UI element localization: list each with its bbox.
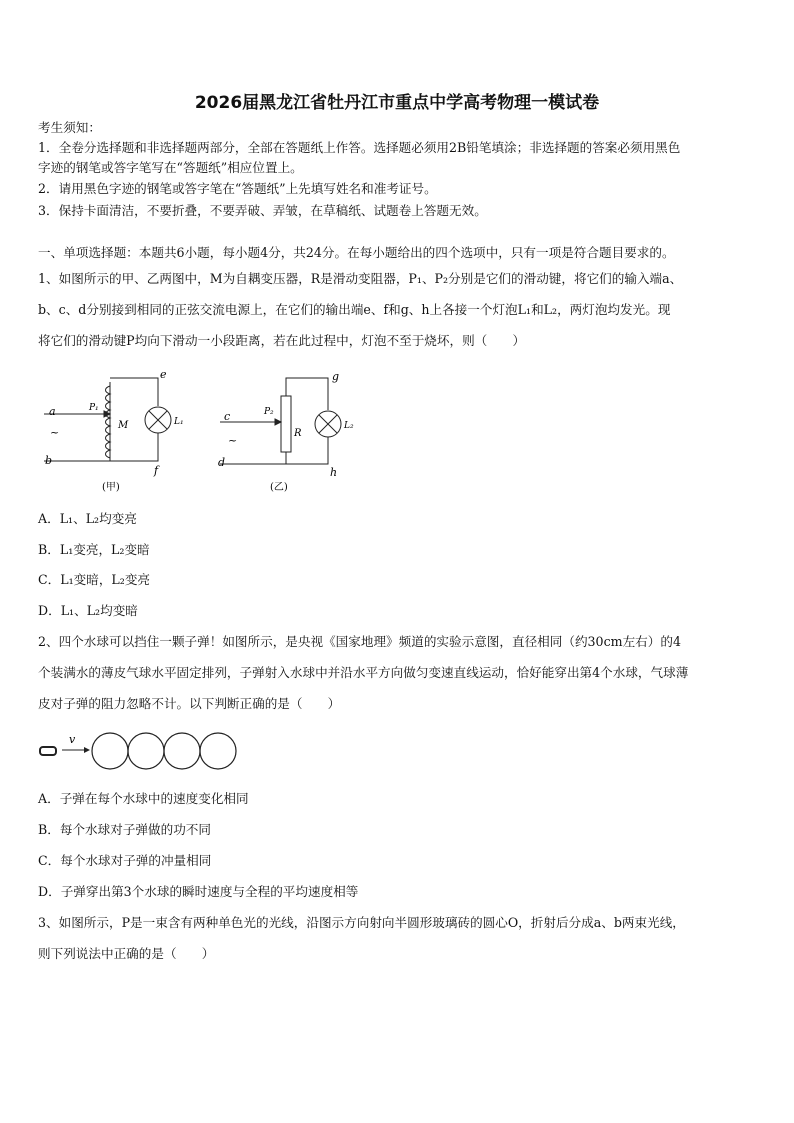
question-2-stem: 2、四个水球可以挡住一颗子弹！如图所示，是央视《国家地理》频道的实验示意图，直径相同（约30cm左右）的4	[38, 634, 681, 649]
terminal-c-label: c	[224, 410, 231, 423]
terminal-h-label: h	[330, 466, 338, 479]
question-3-stem: 3、如图所示，P是一束含有两种单色光的光线，沿图示方向射向半圆形玻璃砖的圆心O，折射后分成a、b两束光线，	[38, 915, 685, 930]
velocity-arrow-icon	[84, 747, 90, 753]
question-2-option-d: D．子弹穿出第3个水球的瞬时速度与全程的平均速度相等	[38, 884, 359, 899]
question-1-figure	[38, 366, 358, 496]
notice-item: 字迹的钢笔或答字笔写在“答题纸”相应位置上。	[38, 160, 303, 175]
section-heading: 一、单项选择题：本题共6小题，每小题4分，共24分。在每小题给出的四个选项中，只有一项是符合题目要求的。	[38, 245, 675, 260]
terminal-f-label: f	[154, 464, 159, 477]
lamp-l2-label: L₂	[344, 421, 354, 431]
bullet-icon	[40, 747, 56, 755]
slider-p1-label: P₁	[89, 403, 99, 413]
rheostat-circuit	[220, 378, 341, 464]
question-2-option-a: A．子弹在每个水球中的速度变化相同	[38, 791, 249, 806]
water-ball-2	[128, 733, 164, 769]
ac-source-symbol: ~	[228, 434, 238, 447]
notice-item: 2．请用黑色字迹的钢笔或答字笔在“答题纸”上先填写姓名和准考证号。	[38, 181, 437, 196]
ac-source-symbol: ~	[50, 426, 60, 439]
question-1-option-a: A．L₁、L₂均变亮	[38, 511, 137, 526]
question-2-figure	[38, 730, 248, 774]
question-2-stem: 个装满水的薄皮气球水平固定排列，子弹射入水球中并沿水平方向做匀变速直线运动，恰好能穿出第4个水球，气球薄	[38, 665, 689, 680]
question-1-stem: b、c、d分别接到相同的正弦交流电源上，在它们的输出端e、f和g、h上各接一个灯泡L₁和L₂，两灯泡均发光。现	[38, 302, 671, 317]
autotransformer-circuit	[44, 378, 171, 461]
notice-item: 1．全卷分选择题和非选择题两部分，全部在答题纸上作答。选择题必须用2B铅笔填涂；非选择题的答案必须用黑色	[38, 140, 681, 155]
figure-caption-yi: (乙)	[270, 482, 288, 493]
water-ball-1	[92, 733, 128, 769]
question-3-stem: 则下列说法中正确的是（ ）	[38, 946, 215, 961]
question-2-option-c: C．每个水球对子弹的冲量相同	[38, 853, 212, 868]
terminal-a-label: a	[49, 405, 56, 418]
question-2-option-b: B．每个水球对子弹做的功不同	[38, 822, 211, 837]
figure-caption-jia: (甲)	[102, 482, 120, 493]
terminal-e-label: e	[160, 368, 167, 381]
question-1-option-d: D．L₁、L₂均变暗	[38, 603, 138, 618]
notice-heading: 考生须知：	[38, 120, 101, 135]
water-ball-4	[200, 733, 236, 769]
resistor-r-label: R	[294, 428, 302, 439]
velocity-v-label: v	[69, 733, 76, 746]
terminal-b-label: b	[45, 454, 53, 467]
question-1-stem: 将它们的滑动键P均向下滑动一小段距离，若在此过程中，灯泡不至于烧坏，则（ ）	[38, 333, 526, 348]
notice-item: 3．保持卡面清洁，不要折叠，不要弄破、弄皱，在草稿纸、试题卷上答题无效。	[38, 203, 487, 218]
page-title: 2026届黑龙江省牡丹江市重点中学高考物理一模试卷	[194, 93, 600, 113]
question-1-stem: 1、如图所示的甲、乙两图中，M为自耦变压器，R是滑动变阻器，P₁、P₂分别是它们的滑动键，将它们的输入端a、	[38, 271, 683, 286]
slider-p2-label: P₂	[264, 407, 274, 417]
terminal-d-label: d	[218, 456, 226, 469]
terminal-g-label: g	[332, 370, 340, 383]
question-2-stem: 皮对子弹的阻力忽略不计。以下判断正确的是（ ）	[38, 696, 341, 711]
transformer-m-label: M	[118, 420, 129, 431]
question-1-option-b: B．L₁变亮，L₂变暗	[38, 542, 150, 557]
water-ball-3	[164, 733, 200, 769]
question-1-option-c: C．L₁变暗，L₂变亮	[38, 572, 151, 587]
lamp-l1-label: L₁	[174, 417, 184, 427]
